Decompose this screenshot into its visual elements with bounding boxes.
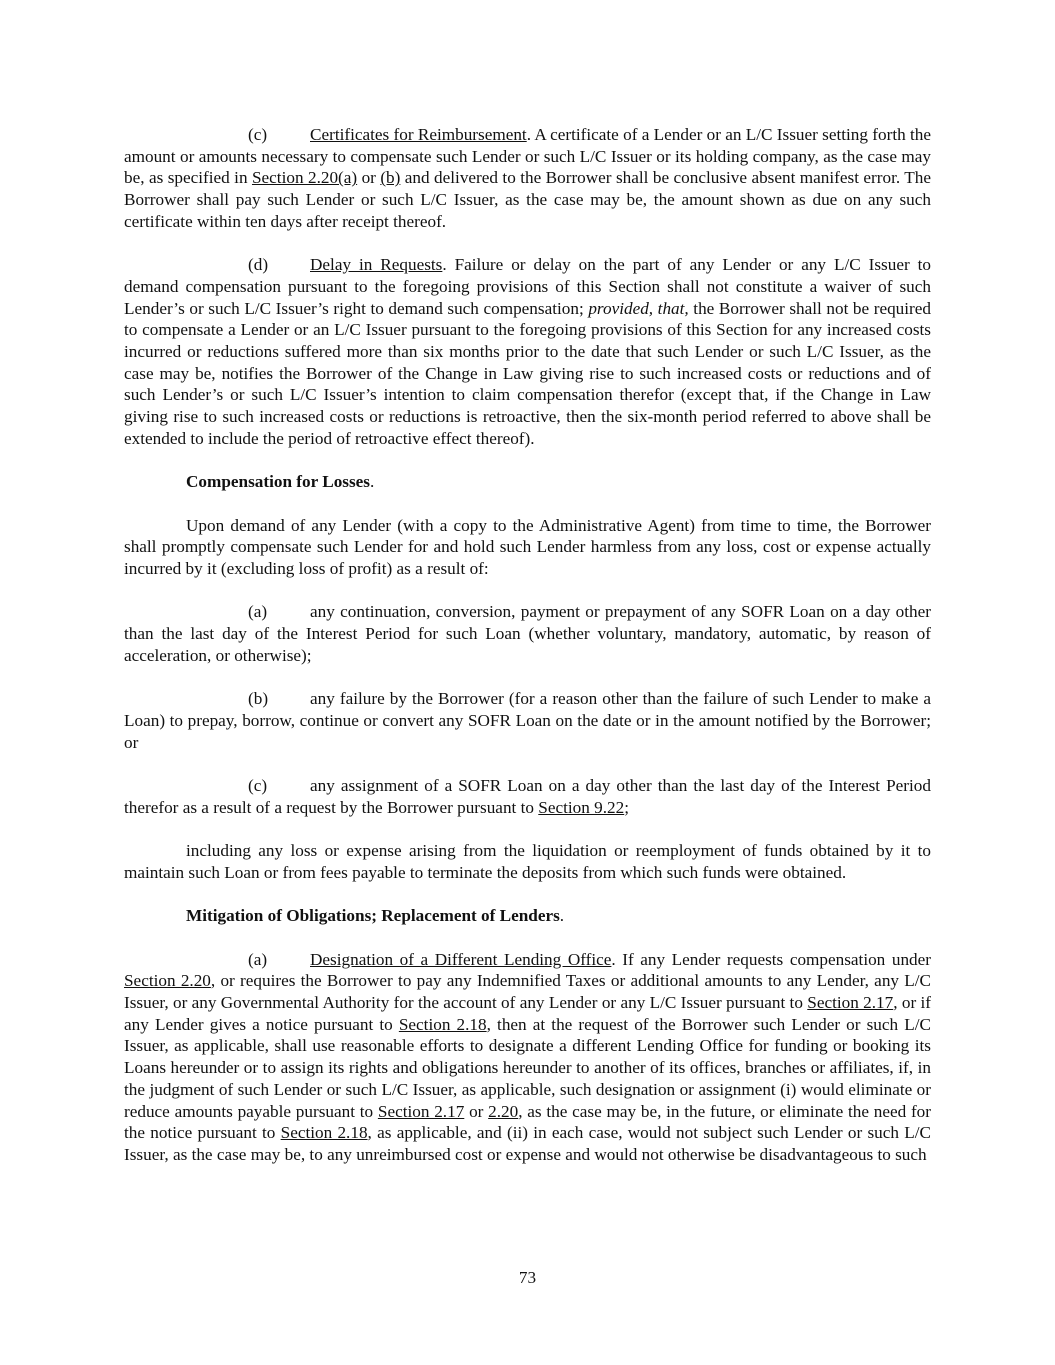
clause-label: (a)	[248, 949, 268, 969]
page-number: 73	[518, 1268, 537, 1287]
section-reference: Section 2.20(a)	[251, 168, 358, 188]
section-reference: 2.20	[488, 1101, 519, 1121]
clause-label: (d)	[248, 255, 269, 275]
list-item-b: (b) any failure by the Borrower (for a reason other than the failure of such Lender to make a Loan) to prepay, borrow, continue or convert any SOFR Loan on the date or in the amount notified by the Borrower; or	[124, 689, 931, 752]
clause-heading: Delay in Requests	[310, 255, 443, 275]
section-heading-compensation-for-losses: Compensation for Losses.	[186, 472, 375, 492]
clause-label: (c)	[248, 125, 268, 144]
document-page	[124, 124, 931, 1166]
section-reference: Section 2.18	[280, 1123, 368, 1143]
list-item-c: (c) any assignment of a SOFR Loan on a day other than the last day of the Interest Period therefor as a result of a request by the Borrower pursuant to Section 9.22;	[124, 776, 931, 817]
section-reference: Section 9.22	[538, 797, 625, 817]
clause-label: (b)	[248, 689, 269, 709]
section-reference: Section 2.17	[807, 992, 894, 1012]
section-reference: Section 2.17	[377, 1101, 465, 1121]
section-heading-mitigation-of-obligations: Mitigation of Obligations; Replacement of Lenders.	[186, 906, 565, 926]
section-reference: (b)	[380, 168, 401, 188]
section-reference: Section 2.18	[398, 1014, 487, 1034]
italic-proviso: provided, that,	[588, 298, 689, 318]
paragraph-compensation-closing: including any loss or expense arising from the liquidation or reemployment of funds obtained by it to maintain such Loan or from fees payable to terminate the deposits from which such funds were obtained.	[124, 841, 931, 882]
paragraph-delay-in-requests: (d) Delay in Requests. Failure or delay on the part of any Lender or any L/C Issuer to demand compensation pursuant to the foregoing provisions of this Section shall not constitute a waiver of such Lender’s or such L/C Issuer’s right to demand such compensation; provided, that, the Borrower shall not be required to compensate a Lender or an L/C Issuer pursuant to the foregoing provisions of this Section for any increased costs incurred or reductions suffered more than six months prior to the date that such Lender or such L/C Issuer, as the case may be, notifies the Borrower of the Change in Law giving rise to such increased costs or reductions and of such Lender’s or such L/C Issuer’s intention to claim compensation therefor (except that, if the Change in Law giving rise to such increased costs or reductions is retroactive, then the six-month period referred to above shall be extended to include the period of retroactive effect thereof).	[124, 255, 931, 448]
clause-label: (c)	[248, 776, 268, 795]
paragraph-certificates-for-reimbursement: (c) Certificates for Reimbursement. A certificate of a Lender or an L/C Issuer setting forth the amount or amounts necessary to compensate such Lender or such L/C Issuer or its holding company, as the case may be, as specified in Section 2.20(a) or (b) and delivered to the Borrower shall be conclusive absent manifest error. The Borrower shall pay such Lender or such L/C Issuer, as the case may be, the amount shown as due on any such certificate within ten days after receipt thereof.	[124, 125, 931, 231]
section-reference: Section 2.20	[124, 971, 211, 991]
list-item-a: (a) any continuation, conversion, payment or prepayment of any SOFR Loan on a day other than the last day of the Interest Period for such Loan (whether voluntary, mandatory, automatic, by reason of acceleration, or otherwise);	[124, 602, 931, 665]
paragraph-compensation-intro: Upon demand of any Lender (with a copy to the Administrative Agent) from time to time, the Borrower shall promptly compensate such Lender for and hold such Lender harmless from any loss, cost or expense actually incurred by it (excluding loss of profit) as a result of:	[124, 515, 931, 579]
clause-label: (a)	[248, 602, 268, 622]
paragraph-designation-of-lending-office: (a) Designation of a Different Lending Office. If any Lender requests compensation under Section 2.20, or requires the Borrower to pay any Indemnified Taxes or additional amounts to any Lender, any L/C Issuer, or any Governmental Authority for the account of any Lender or any L/C Issuer pursuant to Section 2.17, or if any Lender gives a notice pursuant to Section 2.18, then at the request of the Borrower such Lender or such L/C Issuer, as applicable, shall use reasonable efforts to designate a different Lending Office for funding or booking its Loans hereunder or to assign its rights and obligations hereunder to another of its offices, branches or affiliates, if, in the judgment of such Lender or such L/C Issuer, as applicable, such designation or assignment (i) would eliminate or reduce amounts payable pursuant to Section 2.17 or 2.20, as the case may be, in the future, or eliminate the need for the notice pursuant to Section 2.18, as applicable, and (ii) in each case, would not subject such Lender or such L/C Issuer, as the case may be, to any unreimbursed cost or expense and would not otherwise be disadvantageous to such	[124, 949, 931, 1164]
clause-heading: Designation of a Different Lending Office	[310, 949, 612, 969]
clause-heading: Certificates for Reimbursement	[310, 125, 527, 144]
